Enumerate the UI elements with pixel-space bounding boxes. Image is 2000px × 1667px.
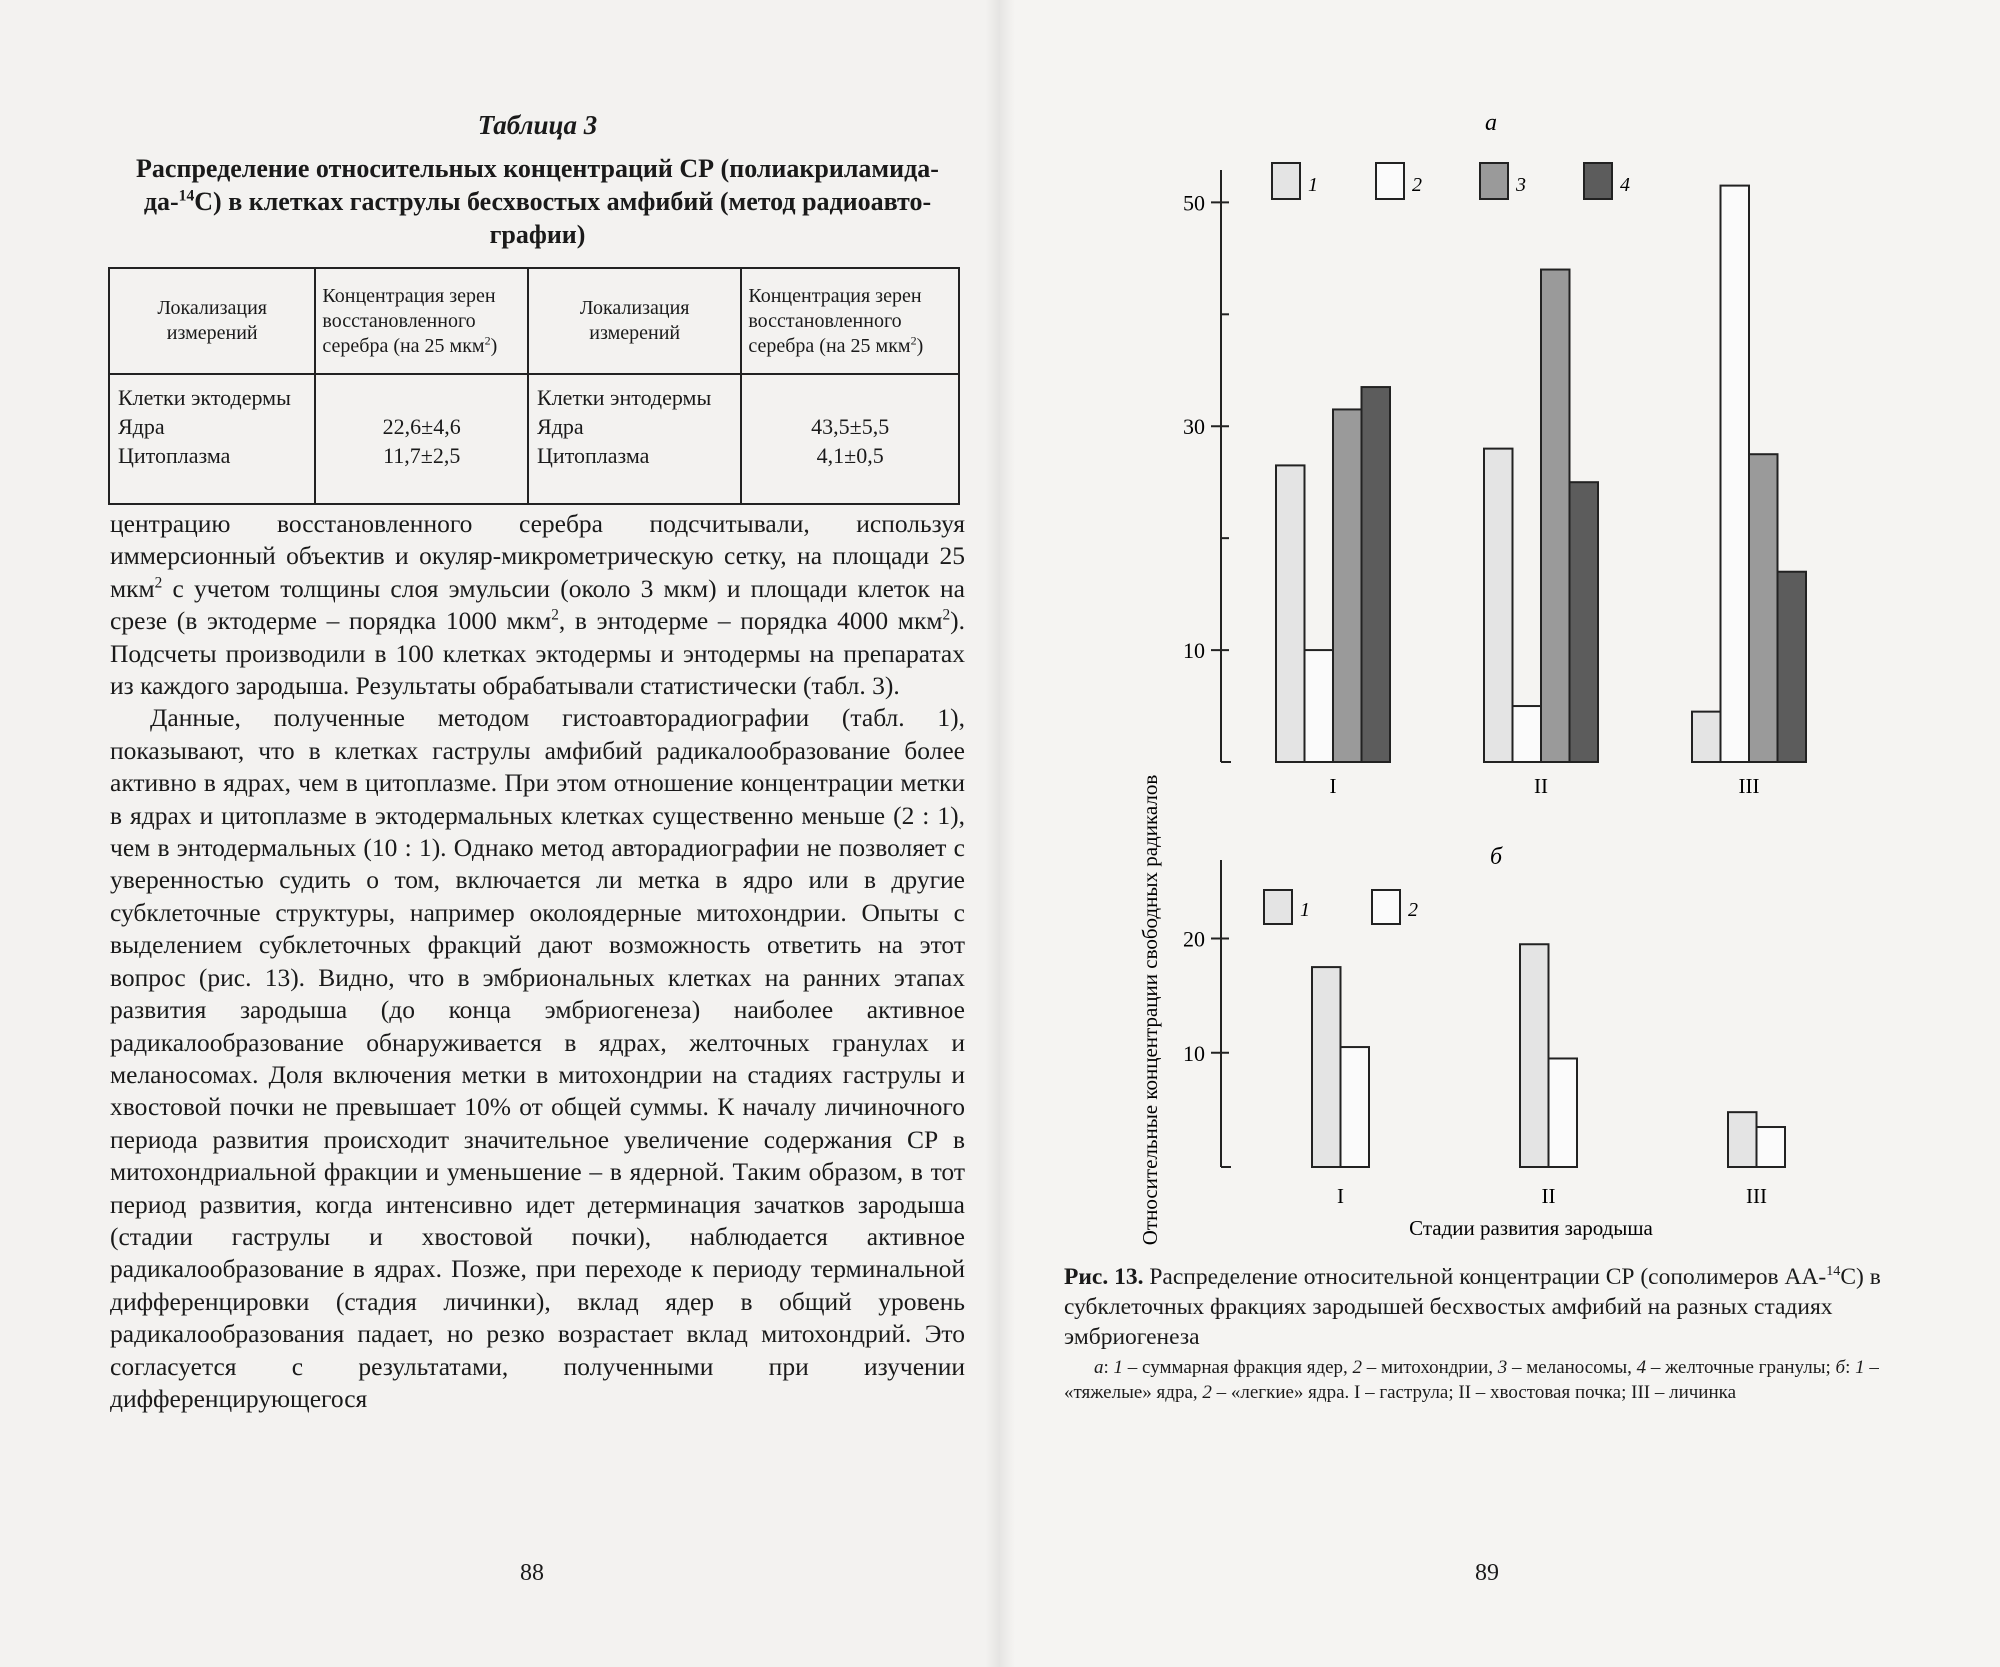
table-title-line3: графии) — [489, 220, 586, 249]
ectoderm-cytoplasm-value: 11,7±2,5 — [383, 443, 461, 468]
chart-a-legend-swatch-2 — [1376, 163, 1404, 199]
chart-a — [1183, 110, 1806, 798]
chart-b-tick-label-20: 20 — [1183, 926, 1205, 952]
chart-b-tick-label-10: 10 — [1183, 1040, 1205, 1066]
x-axis-label: Стадии развития зародыша — [1409, 1216, 1653, 1240]
table-title-line2: да-$^{14}$С) в клетках гаструлы бесхвостых амфибий (метод радиоавто- — [143, 187, 932, 216]
chart-a-bar-I-series-3 — [1333, 409, 1362, 762]
page-number-left: 88 — [520, 1560, 544, 1586]
chart-a-legend-swatch-3 — [1480, 163, 1508, 199]
chart-a-bar-III-series-4 — [1778, 572, 1807, 762]
chart-a-bar-I-series-1 — [1276, 465, 1305, 762]
ectoderm-nucleus-value: 22,6±4,6 — [382, 414, 461, 439]
chart-a-legend-swatch-1 — [1272, 163, 1300, 199]
chart-a-bar-III-series-3 — [1749, 454, 1778, 762]
chart-a-bar-II-series-2 — [1513, 706, 1542, 762]
chart-a-tick-label-50: 50 — [1183, 190, 1205, 216]
chart-a-tick-label-30: 30 — [1183, 414, 1205, 440]
endoderm-cytoplasm-value: 4,1±0,5 — [816, 443, 884, 468]
chart-b-category-I: I — [1337, 1184, 1344, 1208]
endoderm-cytoplasm-label: Цитоплазма — [537, 443, 650, 468]
chart-a-bar-I-series-2 — [1305, 650, 1334, 762]
chart-a-bar-II-series-1 — [1484, 449, 1513, 762]
chart-b-category-II: II — [1541, 1184, 1556, 1208]
table-caption: Таблица 3 — [477, 110, 598, 140]
chart-a-category-II: II — [1534, 774, 1548, 798]
endoderm-nucleus-value: 43,5±5,5 — [811, 414, 890, 439]
chart-a-legend-label-1: 1 — [1308, 174, 1318, 196]
chart-b — [1183, 844, 1785, 1208]
chart-b-legend-swatch-1 — [1264, 890, 1292, 924]
chart-b-bar-II-series-2 — [1549, 1058, 1578, 1167]
header-localization-right: Локализация измерений — [528, 268, 741, 374]
chart-b-bar-III-series-2 — [1757, 1127, 1786, 1167]
ectoderm-nucleus-label: Ядра — [118, 414, 165, 439]
figure-caption: Рис. 13. Распределение относительной концентрации СР (сополимеров АА-$^{14}$С) в субклеточных фракциях зародышей бесхвостых амфибий на разных стадиях эмбриогенеза — [1064, 1263, 1881, 1350]
chart-a-title: а — [1485, 110, 1497, 136]
paragraph-1: центрацию восстановленного серебра подсчитывали, используя иммерсионный объектив и окуляр-микрометрическую сетку, на площади 25 мкм$^2$ с учетом толщины слоя эмульсии (около 3 мкм) и площади клеток на срезе (в эктодерме – порядка 1000 мкм$^2$, в энтодерме – порядка 4000 мкм$^2$). Подсчеты производили в 100 клетках эктодермы и энтодермы на препаратах из каждого зародыша. Результаты обрабатывали статистически (табл. 3). — [110, 509, 966, 701]
ectoderm-cytoplasm-label: Цитоплазма — [118, 443, 231, 468]
chart-b-bar-II-series-1 — [1520, 944, 1549, 1167]
paragraph-2: Данные, полученные методом гистоавторадиографии (табл. 1), показывают, что в клетках гаструлы амфибий радикалообразование более активно в ядрах, чем в цитоплазме. При этом отношение концентрации метки в ядрах и цитоплазме в эктодермальных клетках существенно меньше (2 : 1), чем в энтодермальных (10 : 1). Однако метод авторадиографии не позволяет с уверенностью судить о том, включается ли метка в ядро или в другие субклеточные структуры, например околоядерные митохондрии. Опыты с выделением субклеточных фракций дают возможность ответить на этот вопрос (рис. 13). Видно, что в эмбриональных клетках на ранних этапах развития зародыша (до конца эмбриогенеза) наиболее активное радикалообразование обнаруживается в ядрах, желточных гранулах и меланосомах. Доля включения метки в митохондрии на стадиях гаструлы и хвостовой почки не превышает 10% от общей суммы. К началу личиночного периода развития происходит значительное увеличение содержания СР в митохондриальной фракции и уменьшение – в ядерной. Таким образом, в тот период развития, когда интенсивно идет детерминация зачатков зародыша (стадии гаструлы и хвостовой почки), наблюдается активное радикалообразование в ядрах. Позже, при переходе к периоду терминальной дифференцировки (стадия личинки), вклад ядер в общий уровень радикалообразования падает, но резко возрастает вклад митохондрий. Это согласуется с результатами, полученными при изучении дифференцирующегося — [110, 703, 965, 1413]
header-concentration-left: Концентрация зерен восстановленного серебра (на 25 мкм$^2$) — [315, 268, 528, 374]
chart-b-bar-III-series-1 — [1728, 1112, 1757, 1167]
chart-a-bar-III-series-1 — [1692, 712, 1721, 762]
y-axis-label: Относительные концентрации свободных радикалов — [1138, 774, 1162, 1246]
chart-a-bar-III-series-2 — [1721, 186, 1750, 762]
chart-a-legend-label-2: 2 — [1412, 174, 1422, 196]
chart-b-bar-I-series-2 — [1341, 1047, 1370, 1167]
chart-a-legend-label-4: 4 — [1620, 174, 1630, 196]
chart-a-bar-I-series-4 — [1362, 387, 1391, 762]
figure-caption-label: Рис. 13. — [1064, 1264, 1144, 1290]
chart-b-bar-I-series-1 — [1312, 967, 1341, 1167]
chart-a-legend-label-3: 3 — [1516, 174, 1526, 196]
chart-b-legend-swatch-2 — [1372, 890, 1400, 924]
chart-a-bar-II-series-4 — [1570, 482, 1599, 762]
page-number-right: 89 — [1475, 1560, 1499, 1586]
chart-b-title: б — [1489, 844, 1503, 870]
chart-a-tick-label-10: 10 — [1183, 638, 1205, 664]
chart-b-legend-label-2: 2 — [1408, 899, 1418, 921]
header-localization-left: Локализация измерений — [109, 268, 315, 374]
chart-b-legend-label-1: 1 — [1300, 899, 1310, 921]
chart-a-category-I: I — [1329, 774, 1337, 798]
header-concentration-right: Концентрация зерен восстановленного серебра (на 25 мкм$^2$) — [741, 268, 959, 374]
figure-legend: а: 1 – суммарная фракция ядер, 2 – митохондрии, 3 – меланосомы, 4 – желточные гранулы; б: 1 – «тяжелые» ядра, 2 – «легкие» ядра. I – гаструла; II – хвостовая почка; III – личинка — [1064, 1357, 1879, 1403]
endoderm-group: Клетки энтодермы — [537, 385, 712, 410]
chart-a-legend-swatch-4 — [1584, 163, 1612, 199]
chart-a-bar-II-series-3 — [1541, 270, 1570, 762]
ectoderm-group: Клетки эктодермы — [118, 385, 291, 410]
endoderm-nucleus-label: Ядра — [537, 414, 584, 439]
chart-a-category-III: III — [1738, 774, 1760, 798]
table-title-line1: Распределение относительных концентраций СР (полиакриламида- — [136, 154, 939, 183]
chart-b-category-III: III — [1746, 1184, 1767, 1208]
